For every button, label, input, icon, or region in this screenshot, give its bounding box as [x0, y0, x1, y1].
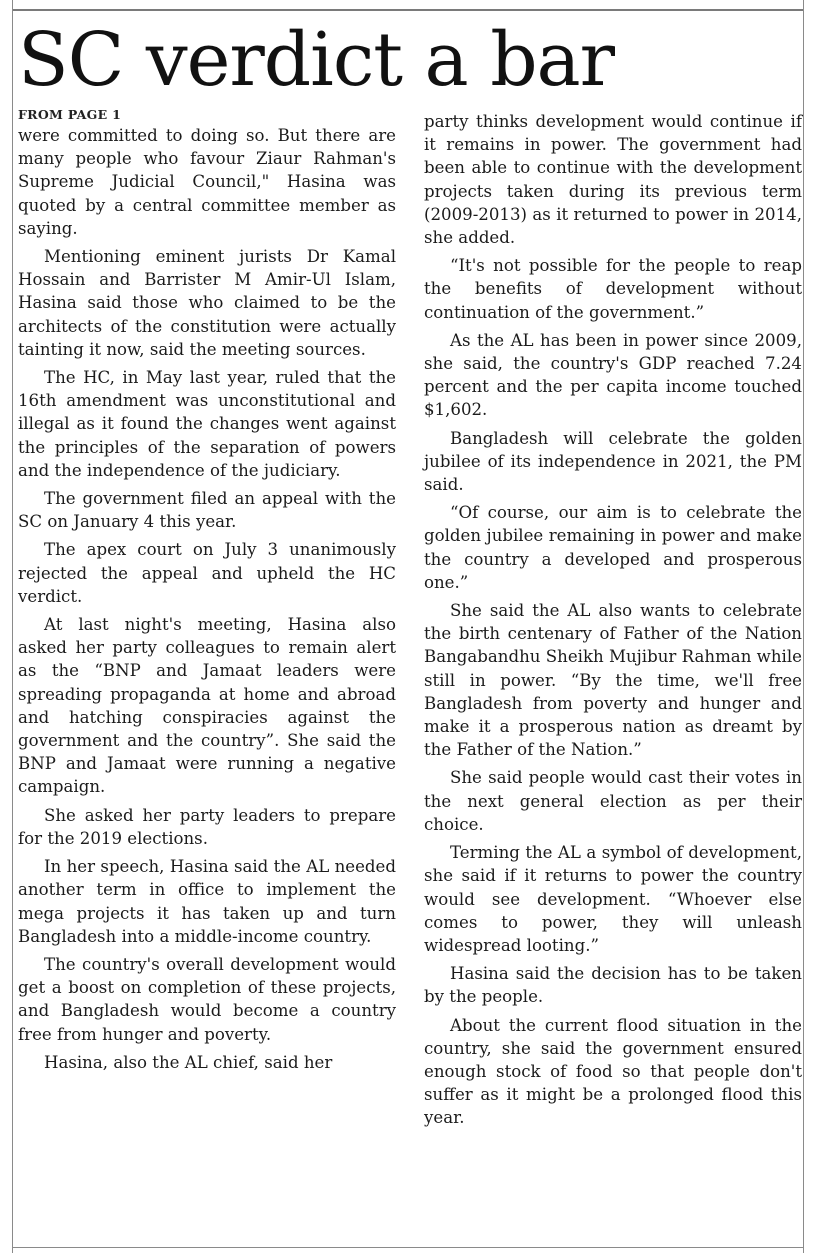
paragraph: “It's not possible for the people to reap the benefits of development without continuation of the government.”	[424, 256, 802, 322]
kicker: FROM PAGE 1	[18, 107, 122, 122]
paragraph: About the current flood situation in the country, she said the government ensured enough stock of food so that people don't suffer as it might be a prolonged flood this year.	[424, 1015, 802, 1128]
paragraph: Terming the AL a symbol of development, she said if it returns to power the country would see development. “Whoever else comes to power, they will unleash widespread looting.”	[424, 843, 802, 955]
paragraph: Bangladesh will celebrate the golden jubilee of its independence in 2021, the PM said.	[424, 428, 802, 495]
paragraph: The apex court on July 3 unanimously rejected the appeal and upheld the HC verdict.	[18, 540, 396, 606]
paragraph: In her speech, Hasina said the AL needed another term in office to implement the mega projects it has taken up and turn Bangladesh into a middle-income country.	[18, 857, 396, 946]
paragraph: party thinks development would continue if it remains in power. The government had been able to continue with the development projects taken during its previous term (2009-2013) as it returned to power in 2014, she added.	[424, 112, 802, 248]
paragraph: The government filed an appeal with the SC on January 4 this year.	[18, 489, 396, 532]
paragraph: She said the AL also wants to celebrate the birth centenary of Father of the Nation Bangabandhu Sheikh Mujibur Rahman while still in power. “By the time, we'll free Bangladesh from poverty and hunger and make it a prosperous nation as dreamt by the Father of the Nation.”	[424, 601, 802, 760]
headline: SC verdict a bar	[18, 17, 615, 103]
paragraph: She asked her party leaders to prepare for the 2019 elections.	[18, 805, 396, 848]
paragraph: As the AL has been in power since 2009, she said, the country's GDP reached 7.24 percent and the per capita income touched $1,602.	[424, 330, 802, 420]
paragraph: “Of course, our aim is to celebrate the golden jubilee remaining in power and make the country a developed and prosperous one.”	[424, 503, 802, 592]
left-column	[18, 108, 396, 1079]
bottom-rule	[12, 1247, 804, 1248]
paragraph: Hasina, also the AL chief, said her	[44, 1052, 333, 1072]
paragraph: Mentioning eminent jurists Dr Kamal Hossain and Barrister M Amir-Ul Islam, Hasina said those who claimed to be the architects of the constitution were actually tainting it now, said the meeting sources.	[18, 247, 396, 359]
paragraph: Hasina said the decision has to be taken by the people.	[424, 964, 802, 1007]
paragraph: The HC, in May last year, ruled that the 16th amendment was unconstitutional and illegal as it found the changes went against the principles of the separation of powers and the independence of the judiciary.	[18, 368, 396, 480]
right-column	[424, 110, 802, 1135]
paragraph: At last night's meeting, Hasina also asked her party colleagues to remain alert as the “BNP and Jamaat leaders were spreading propaganda at home and abroad and hatching conspiracies against the government and the country”. She said the BNP and Jamaat were running a negative campaign.	[18, 615, 396, 797]
paragraph: were committed to doing so. But there are many people who favour Ziaur Rahman's Supreme Judicial Council," Hasina was quoted by a central committee member as saying.	[18, 126, 396, 238]
paragraph: The country's overall development would get a boost on completion of these projects, and Bangladesh would become a country free from hunger and poverty.	[18, 954, 396, 1044]
paragraph: She said people would cast their votes in the next general election as per their choice.	[424, 768, 802, 834]
